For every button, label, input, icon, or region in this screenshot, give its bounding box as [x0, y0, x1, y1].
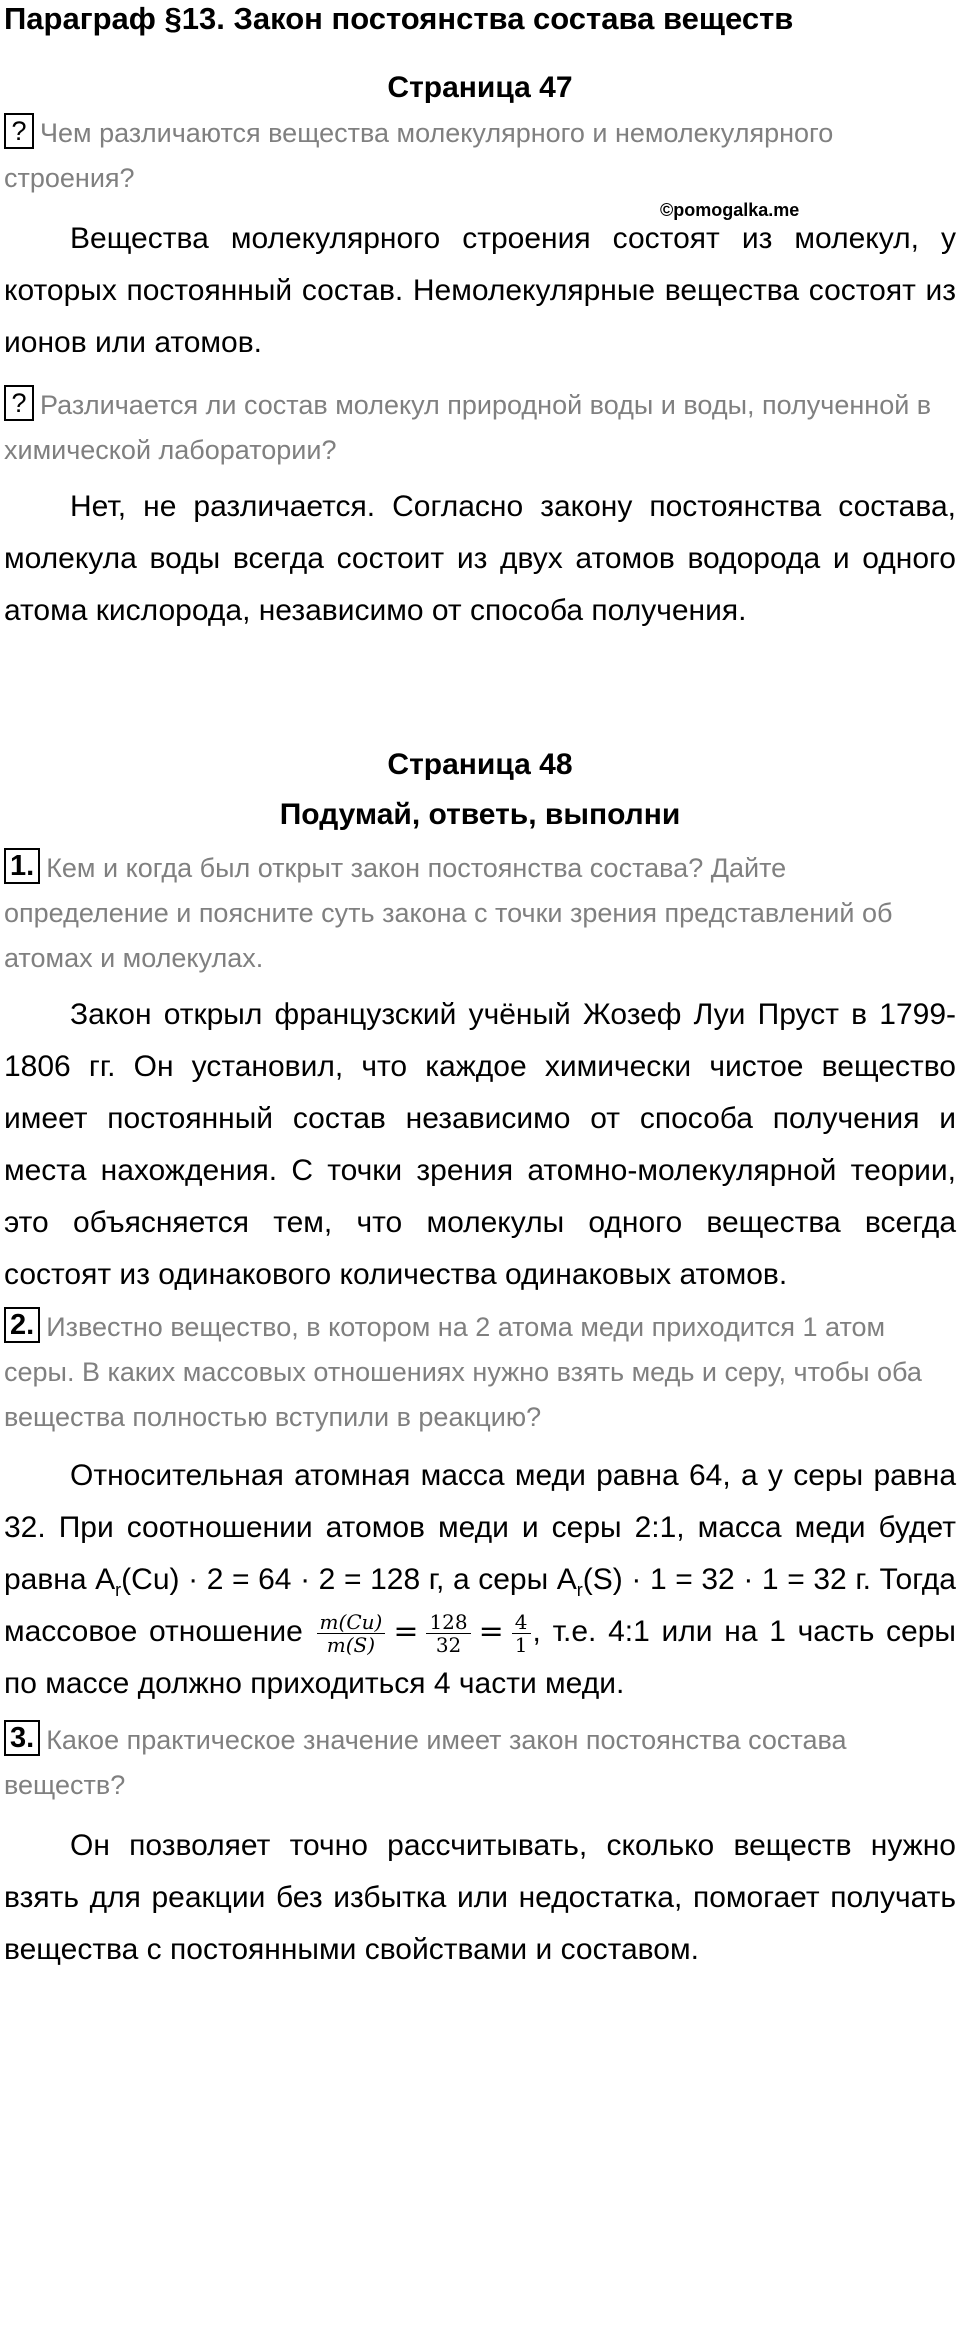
page-47-heading: Страница 47: [387, 71, 573, 104]
answer-48-2-part2: (Cu) · 2 = 64 · 2 = 128 г, а серы A: [121, 1563, 577, 1596]
question-48-3-text: Какое практическое значение имеет закон постоянства состава веществ?: [4, 1725, 847, 1800]
question-mark-icon: ?: [4, 113, 34, 149]
fraction-denominator: 1: [514, 1632, 528, 1657]
page-48-subheading: Подумай, ответь, выполни: [279, 798, 681, 831]
answer-48-2-part4: , т.е. 4:1 или на 1 часть серы по массе должно приходиться 4 части меди.: [4, 1615, 956, 1700]
watermark: ©pomogalka.me: [660, 200, 800, 220]
fraction-numerator: 4: [512, 1611, 531, 1634]
answer-48-2-part1: Относительная атомная масса меди равна 64, а у серы равна 32. При соотношении атомов меди и серы 2:1, масса меди будет равна A: [4, 1459, 956, 1596]
question-47-1-text: Чем различаются вещества молекулярного и немолекулярного строения?: [4, 118, 834, 193]
fraction-numerator: m(Cu): [317, 1611, 386, 1634]
question-48-3: [4, 1718, 956, 1808]
question-47-2-text: Различается ли состав молекул природной воды и воды, полученной в химической лаборатории?: [4, 390, 932, 465]
fraction-denominator: m(S): [326, 1632, 376, 1657]
simplified-fraction: [512, 1611, 531, 1656]
answer-47-1: Вещества молекулярного строения состоят из молекул, у которых постоянный состав. Немолекулярные вещества состоят из ионов или атомов.: [4, 222, 956, 359]
question-48-1-text: Кем и когда был открыт закон постоянства состава? Дайте определение и поясните суть закона с точки зрения представлений об атомах и молекулах.: [4, 853, 893, 973]
equals-sign: =: [393, 1614, 419, 1649]
question-48-1: [4, 846, 956, 981]
equals-sign: =: [478, 1614, 504, 1649]
answer-47-2: Нет, не различается. Согласно закону постоянства состава, молекула воды всегда состоит из двух атомов водорода и одного атома кислорода, независимо от способа получения.: [4, 490, 956, 627]
question-48-2-text: Известно вещество, в котором на 2 атома меди приходится 1 атом серы. В каких массовых отношениях нужно взять медь и серу, чтобы оба вещества полностью вступили в реакцию?: [4, 1312, 922, 1432]
page-title: Параграф §13. Закон постоянства состава веществ: [4, 1, 794, 36]
question-number-badge: 3.: [4, 1720, 40, 1756]
answer-48-2-part3: (S) · 1 = 32 · 1 = 32 г. Тогда массовое отношение: [4, 1563, 956, 1648]
subscript-r: r: [115, 1580, 122, 1600]
question-47-1: [4, 111, 956, 201]
answer-48-2: [4, 1450, 956, 1710]
question-47-2: [4, 383, 956, 473]
page-48-heading: Страница 48: [387, 748, 573, 781]
fraction-numerator: 128: [426, 1611, 470, 1634]
mass-ratio-fraction: [317, 1611, 386, 1656]
subscript-r: r: [576, 1580, 583, 1600]
question-number-badge: 1.: [4, 848, 40, 884]
question-number-badge: 2.: [4, 1307, 40, 1343]
fraction-denominator: 32: [435, 1632, 462, 1657]
question-48-2: [4, 1305, 956, 1440]
answer-48-1: Закон открыл французский учёный Жозеф Луи Пруст в 1799-1806 гг. Он установил, что каждое химически чистое вещество имеет постоянный состав независимо от способа получения и места нахождения. С точки зрения атомно-молекулярной теории, это объясняется тем, что молекулы одного вещества всегда состоят из одинакового количества одинаковых атомов.: [4, 998, 956, 1291]
value-fraction: [426, 1611, 470, 1656]
question-mark-icon: ?: [4, 385, 34, 421]
answer-48-3: Он позволяет точно рассчитывать, сколько веществ нужно взять для реакции без избытка или недостатка, помогает получать вещества с постоянными свойствами и составом.: [4, 1829, 956, 1966]
